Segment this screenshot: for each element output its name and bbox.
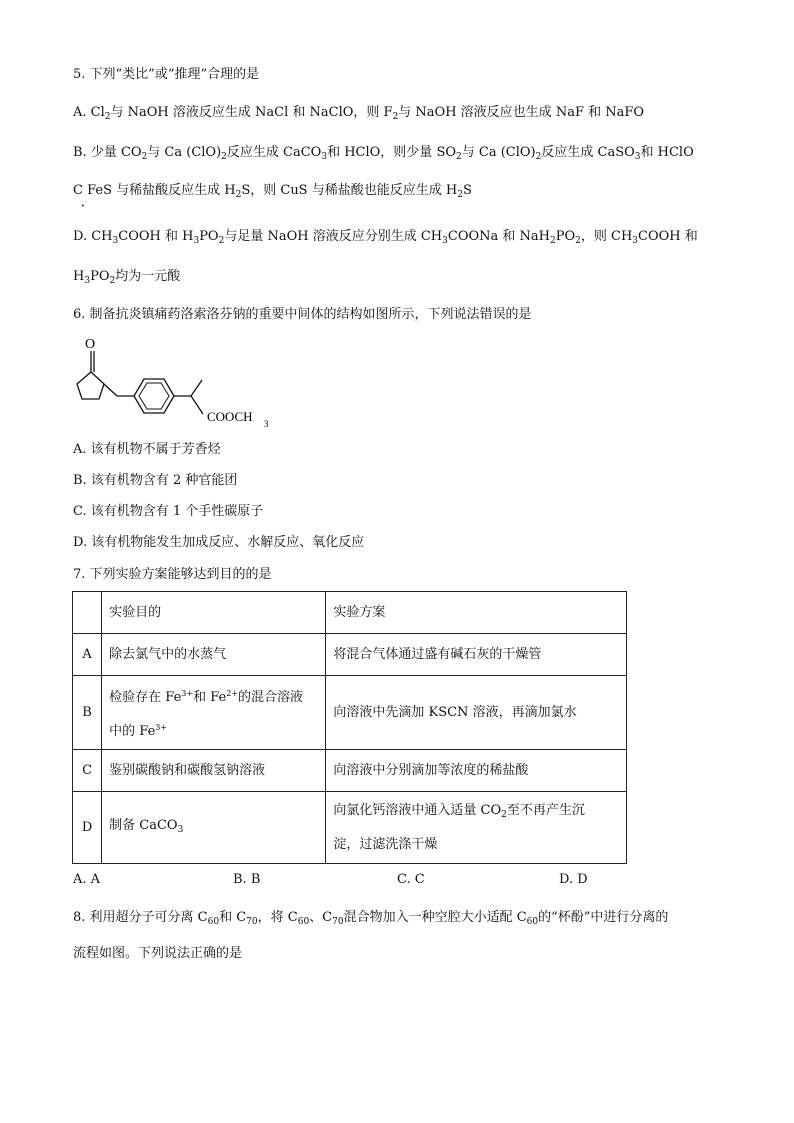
stray-dot: • <box>81 203 85 210</box>
row-purpose: 制备 CaCO$_3$ <box>102 792 326 864</box>
question-6-option-b: B. 该有机物含有 2 种官能团 <box>73 473 238 488</box>
question-5-option-c: C FeS 与稀盐酸反应生成 $H_2S$，则 CuS 与稀盐酸也能反应生成 $H_2S$ <box>73 183 472 200</box>
benzene-inner-ring <box>139 383 169 409</box>
row-purpose: 检验存在 $Fe^{3+}$和 $Fe^{2+}$的混合溶液 中的 $Fe^{3+}$ <box>102 676 326 750</box>
table-row <box>73 634 627 676</box>
question-7-stem: 7. 下列实验方案能够达到目的的是 <box>73 567 272 582</box>
question-5-option-d-continued: $H_3PO_2$均为一元酸 <box>73 269 181 286</box>
question-6-option-a: A. 该有机物不属于芳香烃 <box>73 442 221 457</box>
row-key: B <box>73 676 102 750</box>
ester-bond <box>191 396 203 414</box>
ester-label: COOCH <box>207 409 253 424</box>
question-5-option-d: D. $CH_3COOH$ 和 $H_3PO_2$与足量 NaOH 溶液反应分别生成 $CH_3COONa$ 和 $NaH_2PO_2$，则 $CH_3COOH$ 和 <box>73 229 698 246</box>
row-plan: 向氯化钙溶液中通入适量 $CO_2$至不再产生沉 淀，过滤洗涤干燥 <box>326 792 627 864</box>
ester-subscript: 3 <box>264 419 269 429</box>
question-5-option-a: A. $Cl_2$与 NaOH 溶液反应生成 NaCl 和 NaClO，则 $F_2$与 NaOH 溶液反应也生成 NaF 和 NaFO <box>73 105 645 122</box>
benzene-ring <box>134 379 174 413</box>
molecular-structure-diagram <box>70 332 290 432</box>
row-plan: 向溶液中先滴加 KSCN 溶液，再滴加氯水 <box>326 676 627 750</box>
row-key: A <box>73 634 102 676</box>
option-c: C. C <box>397 872 425 887</box>
table-header-cell: 实验目的 <box>102 592 326 634</box>
option-a: A. A <box>73 872 101 887</box>
row-purpose: 鉴别碳酸钠和碳酸氢钠溶液 <box>102 750 326 792</box>
table-header-row <box>73 592 627 634</box>
methylene-bond-1 <box>104 384 117 396</box>
option-d: D. D <box>559 872 588 887</box>
table-header-cell <box>73 592 102 634</box>
question-8-stem-continued: 流程如图。下列说法正确的是 <box>73 946 243 961</box>
table-row <box>73 792 627 864</box>
row-purpose: 除去氯气中的水蒸气 <box>102 634 326 676</box>
row-key: C <box>73 750 102 792</box>
question-5-option-b: B. 少量 $CO_2$与 Ca $(ClO)_2$反应生成 CaCO$_3$和 HClO，则少量 $SO_2$与 Ca $(ClO)_2$反应生成 CaSO$_3$和 HClO <box>73 145 694 162</box>
row-plan: 将混合气体通过盛有碱石灰的干燥管 <box>326 634 627 676</box>
experiment-table <box>72 591 627 864</box>
question-7-options <box>73 872 633 890</box>
option-b: B. B <box>233 872 261 887</box>
row-plan: 向溶液中分别滴加等浓度的稀盐酸 <box>326 750 627 792</box>
question-5-stem: 5. 下列“类比”或“推理”合理的是 <box>73 67 260 82</box>
methyl-bond <box>191 380 202 396</box>
question-8-stem: 8. 利用超分子可分离 $C_{60}$和 $C_{70}$，将 $C_{60}$、$C_{70}$混合物加入一种空腔大小适配 $C_{60}$的“杯酚”中进行分离的 <box>73 910 669 927</box>
oxygen-label: O <box>85 337 96 352</box>
row-key: D <box>73 792 102 864</box>
cyclopentanone-ring <box>77 372 104 399</box>
question-6-option-d: D. 该有机物能发生加成反应、水解反应、氧化反应 <box>73 535 365 550</box>
table-header-cell: 实验方案 <box>326 592 627 634</box>
table-row <box>73 676 627 750</box>
question-6-option-c: C. 该有机物含有 1 个手性碳原子 <box>73 504 264 519</box>
table-row <box>73 750 627 792</box>
question-6-stem: 6. 制备抗炎镇痛药洛索洛芬钠的重要中间体的结构如图所示，下列说法错误的是 <box>73 307 532 322</box>
